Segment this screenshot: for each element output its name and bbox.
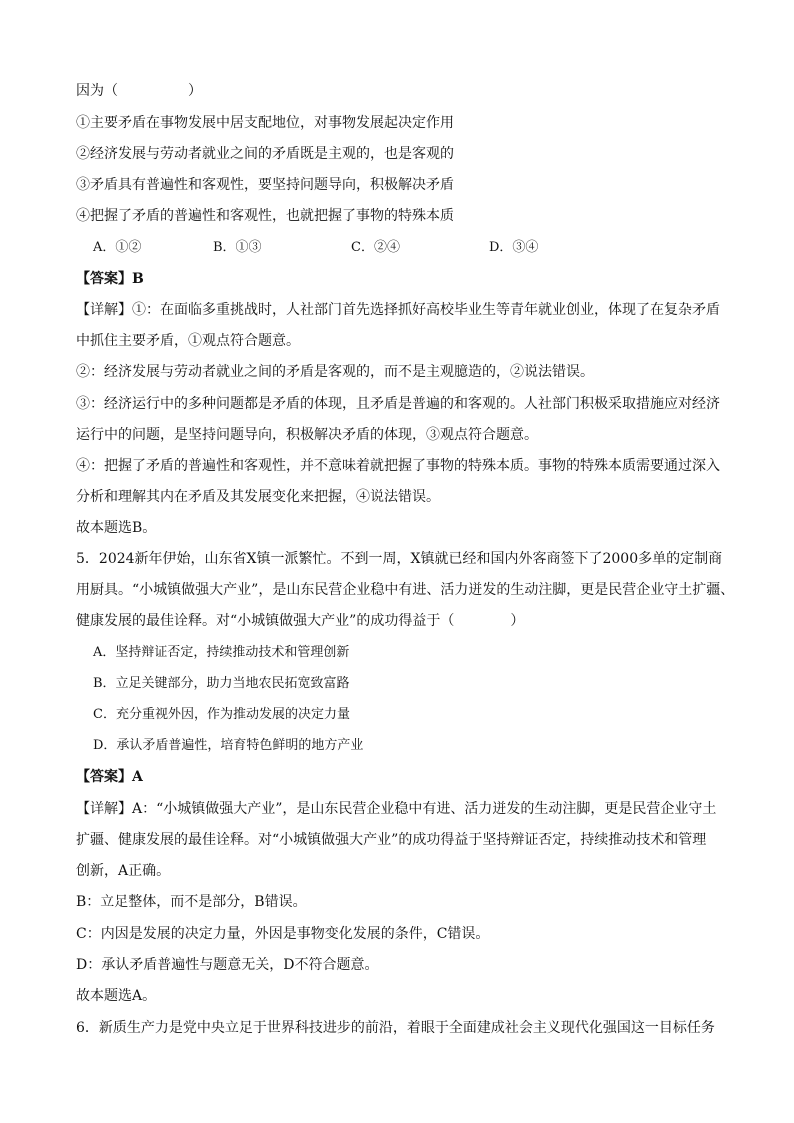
q4-detail-line: ②：经济发展与劳动者就业之间的矛盾是客观的，而不是主观臆造的，②说法错误。: [76, 364, 594, 380]
q5-detail-line: D：承认矛盾普遍性与题意无关，D不符合题意。: [76, 957, 379, 973]
q4-detail-line: 中抓住主要矛盾，①观点符合题意。: [76, 333, 300, 349]
q5-answer: 【答案】A: [76, 769, 143, 785]
q4-statement-2: ②经济发展与劳动者就业之间的矛盾既是主观的，也是客观的: [76, 146, 454, 162]
q4-option-d: D．③④: [489, 240, 539, 255]
q5-option-a: A．坚持辩证否定，持续推动技术和管理创新: [93, 645, 350, 660]
q5-stem-line: 5．2024新年伊始，山东省X镇一派繁忙。不到一周，X镇就已经和国内外客商签下了2000多单的定制商: [76, 551, 723, 567]
q6-stem-line: 6．新质生产力是党中央立足于世界科技进步的前沿，着眼于全面建成社会主义现代化强国这一目标任务: [76, 1020, 715, 1036]
q5-option-c: C．充分重视外因，作为推动发展的决定力量: [93, 707, 350, 722]
q4-detail-line: ④：把握了矛盾的普遍性和客观性，并不意味着就把握了事物的特殊本质。事物的特殊本质需要通过深入: [76, 458, 720, 474]
q4-answer: 【答案】B: [76, 271, 144, 287]
q4-detail-line: 运行中的问题，是坚持问题导向，积极解决矛盾的体现，③观点符合题意。: [76, 427, 538, 443]
q4-option-c: C．②④: [351, 240, 400, 255]
q4-statement-4: ④把握了矛盾的普遍性和客观性，也就把握了事物的特殊本质: [76, 208, 454, 224]
q5-option-d: D．承认矛盾普遍性，培育特色鲜明的地方产业: [93, 738, 364, 753]
q5-stem-line: 健康发展的最佳诠释。对“小城镇做强大产业”的成功得益于（ ）: [76, 613, 525, 629]
q4-option-b: B．①③: [213, 240, 262, 255]
q4-option-a: A．①②: [93, 240, 142, 255]
q5-detail-line: 扩疆、健康发展的最佳诠释。对“小城镇做强大产业”的成功得益于坚持辩证否定，持续推动技术和管理: [76, 832, 707, 848]
q4-detail-line: 【详解】①：在面临多重挑战时，人社部门首先选择抓好高校毕业生等青年就业创业，体现了在复杂矛盾: [76, 302, 720, 318]
q5-detail-line: C：内因是发展的决定力量，外因是事物变化发展的条件，C错误。: [76, 926, 490, 942]
q5-detail-line: B：立足整体，而不是部分，B错误。: [76, 894, 307, 910]
q5-detail-line: 故本题选A。: [76, 988, 157, 1004]
q4-stem-tail: 因为（ ）: [76, 83, 202, 99]
q5-stem-line: 用厨具。“小城镇做强大产业”，是山东民营企业稳中有进、活力迸发的生动注脚，更是民营企业守土扩疆、: [76, 582, 735, 598]
q4-statement-3: ③矛盾具有普遍性和客观性，要坚持问题导向，积极解决矛盾: [76, 177, 454, 193]
q4-detail-line: 故本题选B。: [76, 520, 157, 536]
q4-detail-line: ③：经济运行中的多种问题都是矛盾的体现，且矛盾是普遍的和客观的。人社部门积极采取措施应对经济: [76, 396, 720, 412]
q5-detail-line: 创新，A正确。: [76, 863, 171, 879]
q4-statement-1: ①主要矛盾在事物发展中居支配地位，对事物发展起决定作用: [76, 115, 454, 131]
q4-detail-line: 分析和理解其内在矛盾及其发展变化来把握，④说法错误。: [76, 489, 440, 505]
q5-option-b: B．立足关键部分，助力当地农民拓宽致富路: [93, 676, 350, 691]
q5-detail-line: 【详解】A：“小城镇做强大产业”，是山东民营企业稳中有进、活力迸发的生动注脚，更是民营企业守土: [76, 801, 717, 817]
